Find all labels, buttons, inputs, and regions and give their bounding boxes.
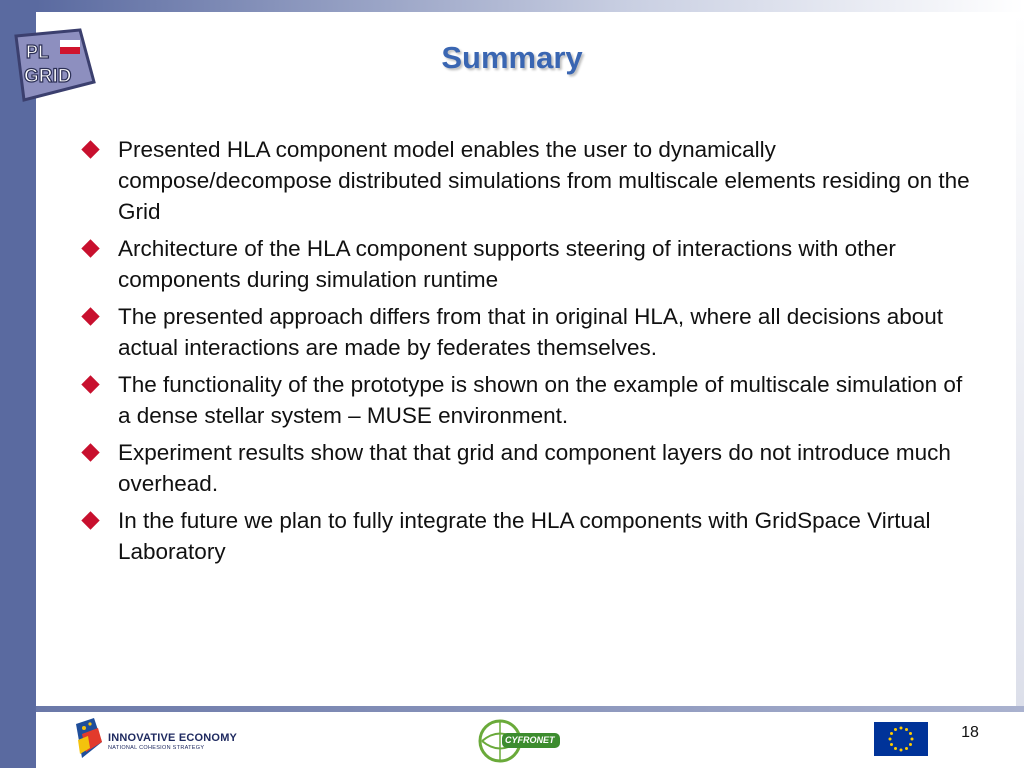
red-diamond-icon (81, 375, 99, 393)
red-diamond-icon (81, 239, 99, 257)
bullet-text: In the future we plan to fully integrate the HLA components with GridSpace Virtual Laboratory (118, 508, 931, 564)
bullet-text: Experiment results show that that grid and component layers do not introduce much overhead. (118, 440, 951, 496)
page-number: 18 (961, 724, 979, 741)
plgrid-logo-line2: GRID (24, 66, 72, 87)
bullet-text: Architecture of the HLA component supports steering of interactions with other components during simulation runtime (118, 236, 896, 292)
bullet-list (80, 134, 980, 573)
bullet-text: The functionality of the prototype is shown on the example of multiscale simulation of a dense stellar system – MUSE environment. (118, 372, 963, 428)
bullet-text: Presented HLA component model enables the user to dynamically compose/decompose distributed simulations from multiscale elements residing on the Grid (118, 137, 970, 224)
list-item (80, 505, 980, 567)
slide-title: Summary (441, 40, 583, 75)
list-item (80, 369, 980, 431)
bullet-text: The presented approach differs from that in original HLA, where all decisions about actual interactions are made by federates themselves. (118, 304, 944, 360)
innovative-economy-subtitle: NATIONAL COHESION STRATEGY (108, 745, 205, 751)
eu-flag-icon (874, 722, 928, 756)
innovative-economy-title: INNOVATIVE ECONOMY (108, 732, 238, 744)
list-item (80, 437, 980, 499)
red-diamond-icon (81, 511, 99, 529)
list-item (80, 301, 980, 363)
top-gradient-bar (36, 0, 1024, 12)
list-item (80, 233, 980, 295)
plgrid-logo-line1: PL (26, 42, 50, 62)
cyfronet-label: CYFRONET (505, 735, 555, 745)
right-edge (1016, 12, 1024, 768)
list-item (80, 134, 980, 227)
red-diamond-icon (81, 140, 99, 158)
red-diamond-icon (81, 307, 99, 325)
red-diamond-icon (81, 443, 99, 461)
